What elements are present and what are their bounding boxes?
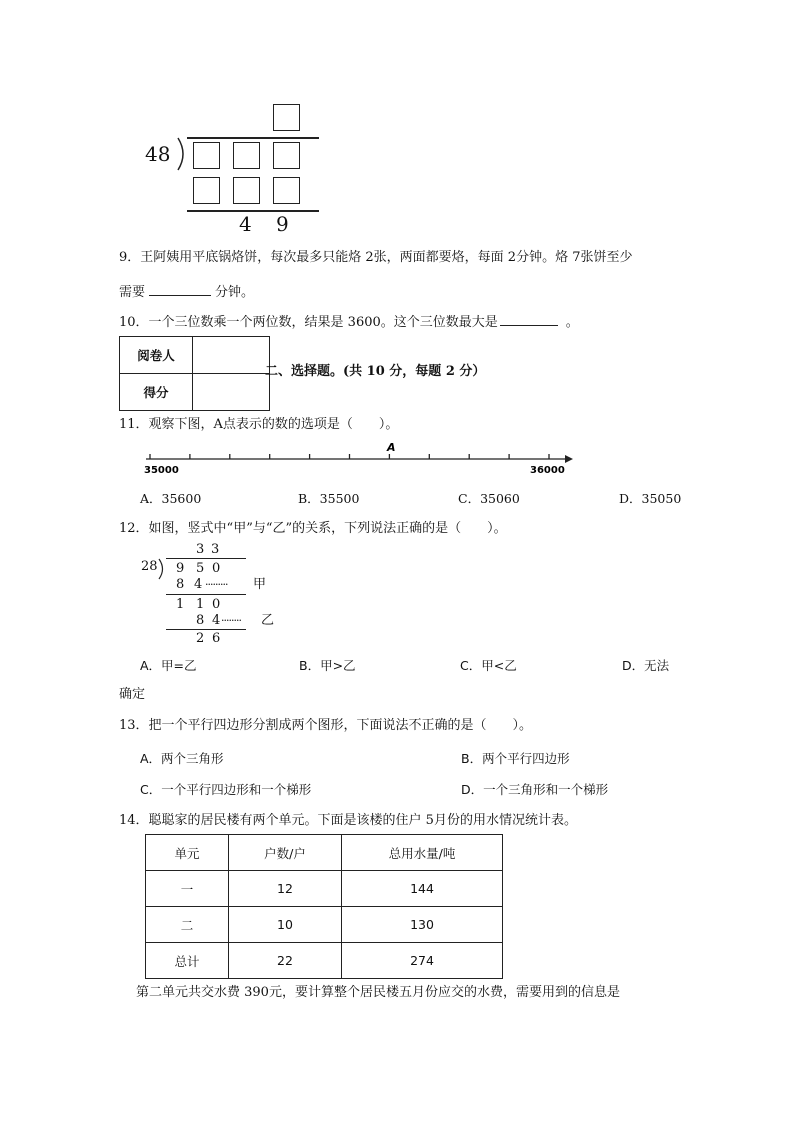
q12-option-a[interactable]: A．甲=乙: [140, 658, 197, 673]
divisor-48: 48: [145, 142, 171, 166]
score-cell[interactable]: [193, 374, 270, 411]
step2-digit: 4: [212, 613, 221, 628]
question-9-line-2: [119, 282, 254, 302]
q10-suffix: 。: [565, 315, 579, 330]
dividend-box-1[interactable]: [193, 142, 220, 169]
reviewer-label: 阅卷人: [120, 337, 193, 374]
quotient-digit: 3: [211, 542, 220, 557]
label-jia: 甲: [253, 577, 267, 592]
dotted-leader-yi: ········: [221, 614, 241, 627]
remainder2-digit: 6: [212, 631, 221, 646]
q12-option-d-wrap: 确定: [119, 687, 146, 702]
q10-prefix: 10．一个三位数乘一个两位数，结果是 3600。这个三位数最大是: [119, 315, 498, 330]
product-box-2[interactable]: [233, 177, 260, 204]
product-box-3[interactable]: [273, 177, 300, 204]
number-line-start-label: 35000: [144, 465, 179, 476]
score-label: 得分: [120, 374, 193, 411]
remainder2-digit: 2: [196, 631, 205, 646]
number-line-end-label: 36000: [530, 465, 565, 476]
step2-digit: 8: [196, 613, 205, 628]
q13-option-d[interactable]: D．一个三角形和一个梯形: [461, 782, 609, 797]
label-yi: 乙: [261, 613, 275, 628]
question-14-followup: 第二单元共交水费 390元，要计算整个居民楼五月份应交的水费，需要用到的信息是: [136, 985, 620, 1000]
question-14: 14．聪聪家的居民楼有两个单元。下面是该楼的住户 5月份的用水情况统计表。: [119, 813, 577, 828]
division-bracket: [176, 137, 190, 171]
header-unit: 单元: [146, 835, 229, 871]
product-box-1[interactable]: [193, 177, 220, 204]
dividend-box-3[interactable]: [273, 142, 300, 169]
remainder1-digit: 0: [212, 597, 221, 612]
subtraction-line-12b: [166, 629, 246, 630]
cell-water: 274: [342, 943, 503, 979]
q13-option-c[interactable]: C．一个平行四边形和一个梯形: [140, 782, 312, 797]
question-12: 12．如图，竖式中“甲”与“乙”的关系，下列说法正确的是（ ）。: [119, 521, 507, 536]
remainder-digit-9: 9: [276, 212, 289, 236]
header-total-water: 总用水量/吨: [342, 835, 503, 871]
subtraction-line-12a: [166, 594, 246, 595]
quotient-digit: 3: [196, 542, 205, 557]
dividend-digit: 0: [212, 561, 221, 576]
question-11: 11．观察下图，A点表示的数的选项是（ ）。: [119, 417, 399, 432]
division-bar: [187, 137, 319, 139]
step1-digit: 8: [176, 577, 185, 592]
quotient-box[interactable]: [273, 104, 300, 131]
cell-water: 144: [342, 871, 503, 907]
reviewer-cell[interactable]: [193, 337, 270, 374]
cell-water: 130: [342, 907, 503, 943]
table-header-row: [146, 835, 503, 871]
q9-prefix: 需要: [119, 285, 146, 300]
header-households: 户数/户: [229, 835, 342, 871]
q10-answer-blank[interactable]: [500, 312, 558, 326]
table-row: [146, 871, 503, 907]
point-a-label: A: [387, 441, 396, 454]
q11-option-c[interactable]: C．35060: [458, 491, 520, 506]
dividend-digit: 9: [176, 561, 185, 576]
cell-unit: 总计: [146, 943, 229, 979]
q12-option-c[interactable]: C．甲<乙: [460, 658, 517, 673]
remainder1-digit: 1: [176, 597, 185, 612]
question-10: [119, 312, 579, 332]
q13-option-b[interactable]: B．两个平行四边形: [461, 751, 570, 766]
question-9-line-1: 9．王阿姨用平底锅烙饼，每次最多只能烙 2张，两面都要烙，每面 2分钟。烙 7张饼至少: [119, 250, 633, 265]
cell-households: 22: [229, 943, 342, 979]
division-bar-12: [166, 558, 246, 559]
table-row: [146, 907, 503, 943]
subtraction-line: [187, 210, 319, 212]
dividend-box-2[interactable]: [233, 142, 260, 169]
number-line: [140, 438, 580, 478]
q11-option-b[interactable]: B．35500: [298, 491, 360, 506]
table-row: [146, 943, 503, 979]
q11-option-a[interactable]: A．35600: [140, 491, 202, 506]
q12-option-d[interactable]: D．无法: [622, 658, 670, 673]
water-usage-table: [145, 834, 503, 979]
question-13: 13．把一个平行四边形分割成两个图形，下面说法不正确的是（ ）。: [119, 718, 533, 733]
remainder1-digit: 1: [196, 597, 205, 612]
divisor-28: 28: [141, 559, 158, 574]
dotted-leader-jia: ·········: [205, 578, 228, 591]
q11-option-d[interactable]: D．35050: [619, 491, 682, 506]
q9-suffix: 分钟。: [215, 285, 255, 300]
dividend-digit: 5: [196, 561, 205, 576]
cell-unit: 二: [146, 907, 229, 943]
cell-unit: 一: [146, 871, 229, 907]
cell-households: 10: [229, 907, 342, 943]
q13-option-a[interactable]: A．两个三角形: [140, 751, 224, 766]
division-bracket-12: [158, 558, 168, 580]
cell-households: 12: [229, 871, 342, 907]
q9-answer-blank[interactable]: [149, 282, 211, 296]
remainder-digit-4: 4: [239, 212, 252, 236]
q12-option-b[interactable]: B．甲>乙: [299, 658, 356, 673]
section-two-title: 二、选择题。(共 10 分，每题 2 分）: [265, 364, 486, 379]
step1-digit: 4: [194, 577, 203, 592]
score-table: [119, 336, 270, 411]
